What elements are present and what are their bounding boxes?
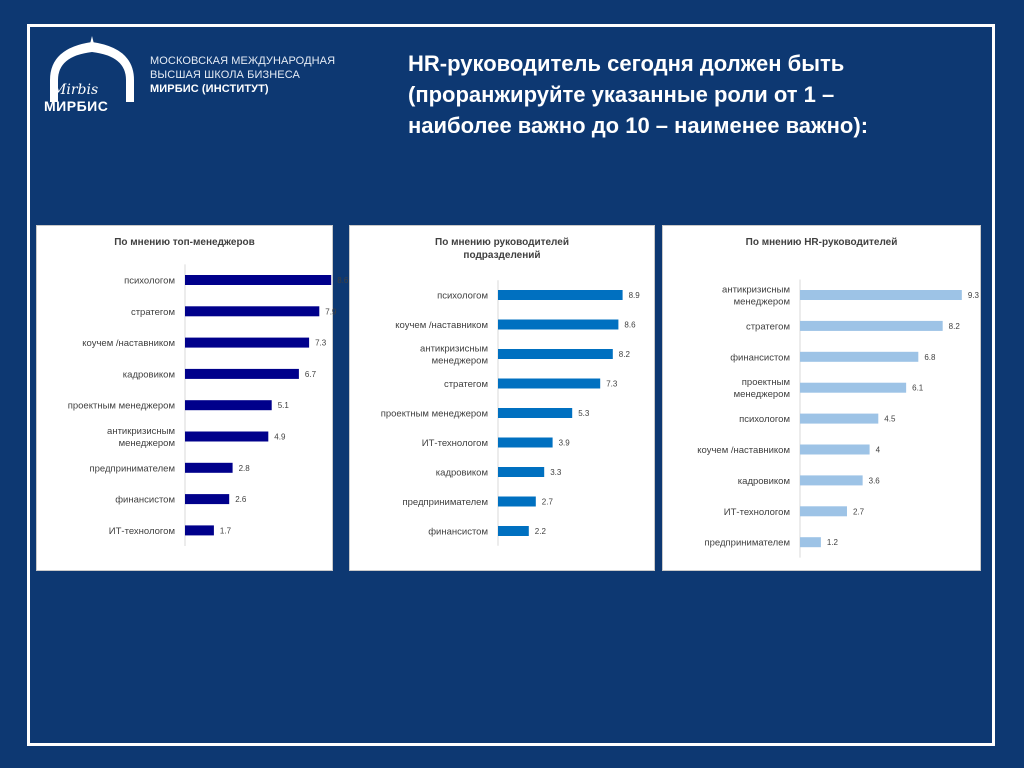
category-label xyxy=(436,468,488,479)
category-label xyxy=(734,377,790,400)
org-line-2: ВЫСШАЯ ШКОЛА БИЗНЕСА xyxy=(150,69,300,81)
category-label xyxy=(722,285,790,308)
category-label-line: ИТ-технологом xyxy=(108,525,175,537)
data-label: 2.2 xyxy=(534,527,546,536)
chart-panel-department-heads xyxy=(349,225,655,571)
bar xyxy=(800,506,847,516)
bar xyxy=(800,290,962,300)
data-label: 9.3 xyxy=(967,291,979,300)
category-label-line: менеджером xyxy=(733,389,790,401)
bar xyxy=(800,352,918,362)
data-label: 3.9 xyxy=(558,438,570,448)
chart-title-line: По мнению топ-менеджеров xyxy=(114,237,255,248)
data-label: 8.2 xyxy=(948,321,960,331)
category-label-line: кадровиком xyxy=(737,475,790,487)
category-label xyxy=(107,426,175,449)
category-label-line: менеджером xyxy=(733,296,790,308)
bar xyxy=(185,525,214,535)
slide-title-line-1: HR-руководитель сегодня должен быть xyxy=(408,51,845,76)
bar xyxy=(800,383,906,393)
slide-title-line-3: наиболее важно до 10 – наименее важно): xyxy=(408,113,869,138)
category-label xyxy=(381,409,488,420)
bar xyxy=(185,369,299,379)
slide-title xyxy=(408,48,988,141)
slide-title-line-2: (проранжируйте указанные роли от 1 – xyxy=(408,82,835,107)
bar xyxy=(800,445,870,455)
category-label-line: проектным менеджером xyxy=(67,400,175,412)
category-label xyxy=(739,414,790,425)
category-label xyxy=(395,320,488,331)
category-label xyxy=(89,463,175,474)
data-label: 5.1 xyxy=(277,401,289,411)
category-label xyxy=(68,401,175,412)
chart-title-line: подразделений xyxy=(463,250,541,261)
category-label-line: коучем /наставником xyxy=(697,445,790,456)
bar xyxy=(800,475,863,485)
data-label: 4 xyxy=(875,445,881,455)
category-label xyxy=(444,379,488,390)
data-label: 7.9 xyxy=(325,307,337,317)
category-label-line: кадровиком xyxy=(435,467,488,479)
data-label: 1.7 xyxy=(219,526,232,536)
category-label-line: финансистом xyxy=(115,494,175,506)
logo-script-text: Mirbis xyxy=(52,82,99,98)
bar-chart-hr-heads xyxy=(663,226,982,572)
data-label: 8.9 xyxy=(628,291,640,300)
bar xyxy=(185,275,331,285)
category-label xyxy=(82,338,175,349)
category-label-line: психологом xyxy=(437,290,488,302)
bar xyxy=(185,400,272,410)
bar xyxy=(800,537,821,547)
data-label: 2.8 xyxy=(238,463,250,473)
category-label-line: психологом xyxy=(739,414,790,426)
category-label-line: стратегом xyxy=(745,321,790,333)
category-label-line: проектным xyxy=(741,377,790,389)
category-label-line: проектным менеджером xyxy=(380,408,488,420)
data-label: 1.2 xyxy=(826,538,839,548)
data-label: 2.7 xyxy=(852,507,865,517)
org-line-3: МИРБИС (ИНСТИТУТ) xyxy=(150,83,269,95)
category-label xyxy=(704,538,790,549)
data-label: 8.6 xyxy=(624,320,636,330)
organization-name xyxy=(150,54,335,96)
data-label: 2.6 xyxy=(235,495,247,505)
bar xyxy=(185,432,268,442)
chart-title-line: По мнению руководителей xyxy=(435,237,569,248)
data-label: 7.3 xyxy=(606,379,618,389)
bar xyxy=(498,408,572,418)
category-label-line: антикризисным xyxy=(107,426,175,437)
bar xyxy=(185,463,233,473)
category-label xyxy=(738,476,790,487)
data-label: 2.7 xyxy=(541,497,553,507)
category-label xyxy=(123,369,175,380)
category-label-line: финансистом xyxy=(428,526,488,538)
category-label-line: предпринимателем xyxy=(402,497,488,508)
chart-title-line: По мнению HR-руководителей xyxy=(745,237,898,248)
category-label-line: коучем /наставником xyxy=(395,320,488,331)
category-label xyxy=(697,445,790,456)
data-label: 4.9 xyxy=(274,432,286,442)
category-label-line: антикризисным xyxy=(722,284,790,296)
bar xyxy=(498,438,553,448)
logo-wordmark: МИРБИС xyxy=(44,98,109,114)
data-label: 5.3 xyxy=(578,409,590,418)
bar xyxy=(498,497,536,507)
bar xyxy=(498,290,623,300)
category-label-line: кадровиком xyxy=(122,369,175,381)
bar-chart-department-heads xyxy=(350,226,656,572)
bar xyxy=(185,338,309,348)
category-label-line: предпринимателем xyxy=(89,463,175,475)
category-label-line: менеджером xyxy=(118,438,175,449)
category-label-line: ИТ-технологом xyxy=(723,506,790,518)
data-label: 3.3 xyxy=(550,468,562,477)
data-label: 6.7 xyxy=(304,369,317,379)
category-label xyxy=(746,321,790,332)
bar xyxy=(185,494,229,504)
bar-chart-top-managers xyxy=(37,226,349,572)
bar xyxy=(800,321,943,331)
bar xyxy=(498,349,613,359)
category-label xyxy=(109,526,175,537)
category-label-line: стратегом xyxy=(130,306,175,318)
category-label-line: ИТ-технологом xyxy=(421,438,488,449)
category-label-line: финансистом xyxy=(730,352,790,364)
category-label-line: антикризисным xyxy=(420,343,488,355)
category-label xyxy=(115,495,175,506)
category-label xyxy=(131,307,175,318)
category-label-line: психологом xyxy=(124,275,175,287)
category-label xyxy=(724,507,790,518)
bar xyxy=(498,320,618,330)
data-label: 8.2 xyxy=(618,350,630,359)
category-label-line: менеджером xyxy=(431,355,488,367)
chart-panel-top-managers xyxy=(36,225,349,571)
chart-panel-hr-heads xyxy=(662,225,981,571)
data-label: 4.5 xyxy=(884,414,896,424)
data-label: 6.8 xyxy=(924,352,936,362)
category-label xyxy=(422,438,488,449)
data-label: 6.1 xyxy=(912,383,924,393)
category-label xyxy=(124,276,175,287)
category-label xyxy=(437,291,488,302)
bar xyxy=(498,379,600,389)
category-label xyxy=(420,344,488,367)
category-label xyxy=(428,527,488,538)
bar xyxy=(498,467,544,477)
bar xyxy=(185,306,319,316)
category-label-line: предпринимателем xyxy=(704,537,790,549)
mirbis-logo xyxy=(40,36,150,126)
category-label xyxy=(402,497,488,508)
org-line-1: МОСКОВСКАЯ МЕЖДУНАРОДНАЯ xyxy=(150,55,336,67)
category-label-line: коучем /наставником xyxy=(82,338,175,350)
bar xyxy=(498,526,529,536)
category-label xyxy=(730,352,790,363)
bar xyxy=(800,414,878,424)
category-label-line: стратегом xyxy=(443,379,488,390)
data-label: 3.6 xyxy=(868,476,880,486)
data-label: 7.3 xyxy=(315,338,327,348)
data-label: 8.6 xyxy=(337,276,349,285)
